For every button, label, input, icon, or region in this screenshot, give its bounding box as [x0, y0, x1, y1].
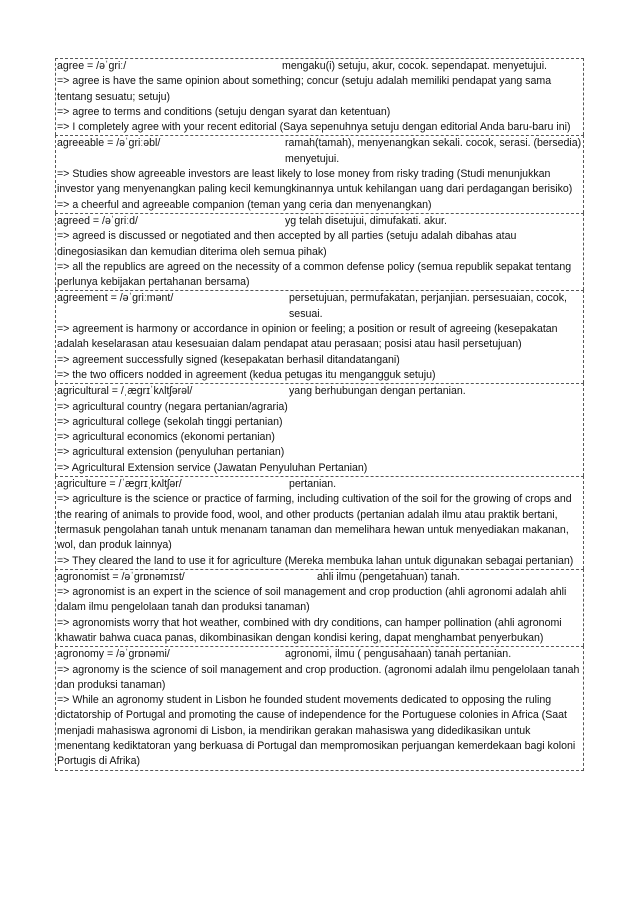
meaning: persetujuan, permufakatan, perjanjian. persesuaian, cocok, sesuai.	[289, 292, 567, 320]
example-line: => They cleared the land to use it for agriculture (Mereka membuka lahan untuk digunakan sebagai pertanian)	[57, 554, 574, 567]
entry-header	[57, 291, 582, 322]
dictionary-entry	[55, 383, 584, 476]
entry-header	[57, 59, 582, 74]
example-line: => agricultural extension (penyuluhan pertanian)	[57, 446, 285, 459]
dictionary-entry	[55, 569, 584, 646]
meaning: pertanian.	[289, 478, 337, 491]
example-line: => the two officers nodded in agreement (kedua petugas itu mengangguk setuju)	[57, 368, 436, 381]
example-line: => agreement is harmony or accordance in opinion or feeling; a position or result of agreeing (kesepakatan adalah keselarasan atau kesesuaian dalam pendapat atau perasaan; posisi atau hasil persetujuan)	[57, 323, 558, 351]
example-line: perlunya kebijakan pertahanan bersama)	[57, 276, 250, 289]
example-line: Portugis di Afrika)	[57, 755, 141, 768]
meaning: yang berhubungan dengan pertanian.	[289, 385, 466, 398]
example-line: => I completely agree with your recent editorial (Saya sepenuhnya setuju dengan editorial Anda baru-baru ini)	[57, 121, 571, 134]
example-line: => agricultural economics (ekonomi pertanian)	[57, 431, 275, 444]
meaning: ahli ilmu (pengetahuan) tanah.	[317, 570, 461, 583]
entry-header	[57, 136, 582, 167]
headword: agreement = /əˈɡriːmənt/	[57, 292, 174, 305]
headword: agreeable = /əˈɡriːəbl/	[57, 137, 161, 150]
example-line: => agreed is discussed or negotiated and then accepted by all parties (setuju adalah dibahas atau dinegosiasikan dan kemudian diterima oleh semua pihak)	[57, 230, 517, 258]
dictionary-entry	[55, 646, 584, 770]
headword: agriculture = /ˈæɡrɪˌkʌltʃər/	[57, 478, 182, 491]
dictionary-entries	[55, 58, 584, 771]
example-line: => agricultural country (negara pertanian/agraria)	[57, 400, 288, 413]
headword: agronomist = /əˈɡrɒnəmɪst/	[57, 570, 185, 583]
example-line: => agronomist is an expert in the science of soil management and crop production (ahli agronomi adalah ahli dalam ilmu pengelolaan tanah dan produksi tanaman)	[57, 586, 567, 614]
example-line: => Agricultural Extension service (Jawatan Penyuluhan Pertanian)	[57, 461, 368, 474]
example-line: => all the republics are agreed on the necessity of a common defense policy (semua republik sepakat tentang	[57, 260, 572, 273]
example-line: => agreement successfully signed (kesepakatan berhasil ditandatangani)	[57, 353, 400, 366]
example-line: => Studies show agreeable investors are least likely to lose money from risky trading (Studi menunjukkan investor yang menyenangkan paling kecil kemungkinannya untuk kehilangan uang dari perdagangan berisiko)	[57, 168, 573, 196]
dictionary-entry	[55, 135, 584, 212]
entry-header	[57, 384, 582, 399]
example-line: => While an agronomy student in Lisbon he founded student movements dedicated to opposing the ruling dictatorship of Portugal and promoting the cause of independence for the Portuguese colonies in Africa (Saat menjadi mahasiswa agronomi di Lisbon, ia mendirikan gerakan mahasiswa yang didedikasikan untuk menentang kediktatoran yang berkuasa di Portugal dan mempromosikan perjuangan kemerdekaan bagi koloni	[57, 694, 576, 753]
headword: agronomy = /əˈɡrɒnəmi/	[57, 648, 170, 661]
example-line: => agriculture is the science or practice of farming, including cultivation of the soil for the growing of crops and the rearing of animals to provide food, wool, and other products (pertanian adalah ilmu atau praktik bertani, termasuk pengolahan tanah untuk menanam tanaman dan memelihara hewan untuk menyediakan makanan, wol, dan produk lainnya)	[57, 493, 572, 552]
headword: agreed = /əˈɡriːd/	[57, 214, 138, 227]
meaning: yg telah disetujui, dimufakati. akur.	[285, 214, 447, 227]
example-line: => agree to terms and conditions (setuju dengan syarat dan ketentuan)	[57, 105, 391, 118]
dictionary-entry	[55, 290, 584, 383]
entry-header	[57, 214, 582, 229]
headword: agree = /əˈɡriː/	[57, 60, 127, 72]
example-line: => agronomy is the science of soil management and crop production. (agronomi adalah ilmu pengelolaan tanah dan produksi tanaman)	[57, 663, 580, 691]
entry-header	[57, 647, 582, 662]
dictionary-entry	[55, 476, 584, 569]
headword: agricultural = /ˌæɡrɪˈkʌltʃərəl/	[57, 385, 193, 398]
example-line: khawatir bahwa cuaca panas, dikombinasikan dengan kondisi kering, dapat menghambat penyerbukan)	[57, 631, 544, 644]
example-line: => agricultural college (sekolah tinggi pertanian)	[57, 415, 283, 428]
entry-header	[57, 477, 582, 492]
entry-header	[57, 570, 582, 585]
meaning: mengaku(i) setuju, akur, cocok. sependapat. menyetujui.	[282, 60, 547, 72]
meaning: ramah(tamah), menyenangkan sekali. cocok, serasi. (bersedia) menyetujui.	[285, 137, 582, 165]
dictionary-entry	[55, 213, 584, 290]
example-line: => agree is have the same opinion about something; concur (setuju adalah memiliki pendapat yang sama tentang sesuatu; setuju)	[57, 75, 552, 103]
dictionary-entry	[55, 58, 584, 135]
example-line: => agronomists worry that hot weather, combined with dry conditions, can hamper pollination (ahli agronomi	[57, 616, 562, 629]
meaning: agronomi, ilmu ( pengusahaan) tanah pertanian.	[285, 648, 512, 661]
example-line: => a cheerful and agreeable companion (teman yang ceria dan menyenangkan)	[57, 198, 432, 211]
